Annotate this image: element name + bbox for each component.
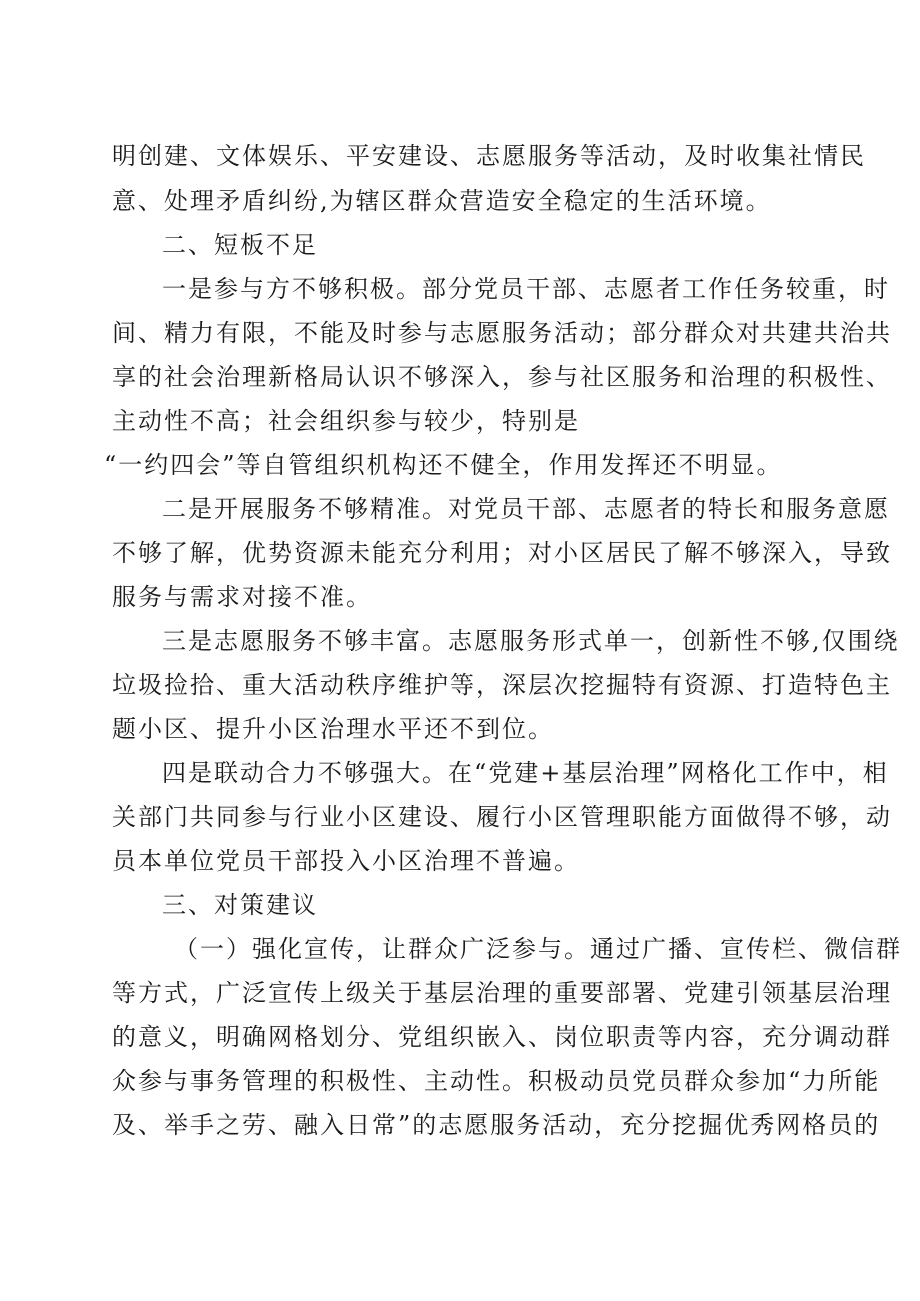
text-line: 间、精力有限，不能及时参与志愿服务活动；部分群众对共建共治共: [112, 319, 892, 347]
text-line: 明创建、文体娱乐、平安建设、志愿服务等活动，及时收集社情民: [112, 142, 866, 170]
text-line: 及、举手之劳、融入日常”的志愿服务活动，充分挖掘优秀网格员的: [112, 1111, 881, 1139]
text-line: 意、处理矛盾纠纷,为辖区群众营造安全稳定的生活环境。: [112, 187, 772, 215]
text-line: 享的社会治理新格局认识不够深入，参与社区服务和治理的积极性、: [112, 363, 892, 391]
text-line: 等方式，广泛宣传上级关于基层治理的重要部署、党建引领基层治理: [112, 979, 892, 1007]
text-line: 关部门共同参与行业小区建设、履行小区管理职能方面做得不够，动: [112, 803, 892, 831]
text-line: 员本单位党员干部投入小区治理不普遍。: [112, 847, 580, 875]
text-line: “一约四会”等自管组织机构还不健全，作用发挥还不明显。: [104, 451, 783, 479]
text-line: 的意义，明确网格划分、党组织嵌入、岗位职责等内容，充分调动群: [112, 1023, 892, 1051]
text-line: 垃圾捡拾、重大活动秩序维护等，深层次挖掘特有资源、打造特色主: [112, 671, 892, 699]
text-line: 众参与事务管理的积极性、主动性。积极动员党员群众参加“力所能: [112, 1067, 881, 1095]
text-line: 四是联动合力不够强大。在“党建+基层治理”网格化工作中，相: [162, 759, 889, 787]
text-line: 一是参与方不够积极。部分党员干部、志愿者工作任务较重，时: [162, 275, 890, 303]
text-line: 服务与需求对接不准。: [112, 583, 372, 611]
text-line: 主动性不高；社会组织参与较少，特别是: [112, 407, 580, 435]
text-line: 题小区、提升小区治理水平还不到位。: [112, 715, 554, 743]
text-line: （一）强化宣传，让群众广泛参与。通过广播、宣传栏、微信群: [174, 935, 902, 963]
text-line: 不够了解，优势资源未能充分利用；对小区居民了解不够深入，导致: [112, 539, 892, 567]
section-heading: 二、短板不足: [162, 231, 318, 259]
section-heading: 三、对策建议: [162, 891, 318, 919]
text-line: 二是开展服务不够精准。对党员干部、志愿者的特长和服务意愿: [162, 495, 890, 523]
text-line: 三是志愿服务不够丰富。志愿服务形式单一，创新性不够,仅围绕: [162, 627, 900, 655]
